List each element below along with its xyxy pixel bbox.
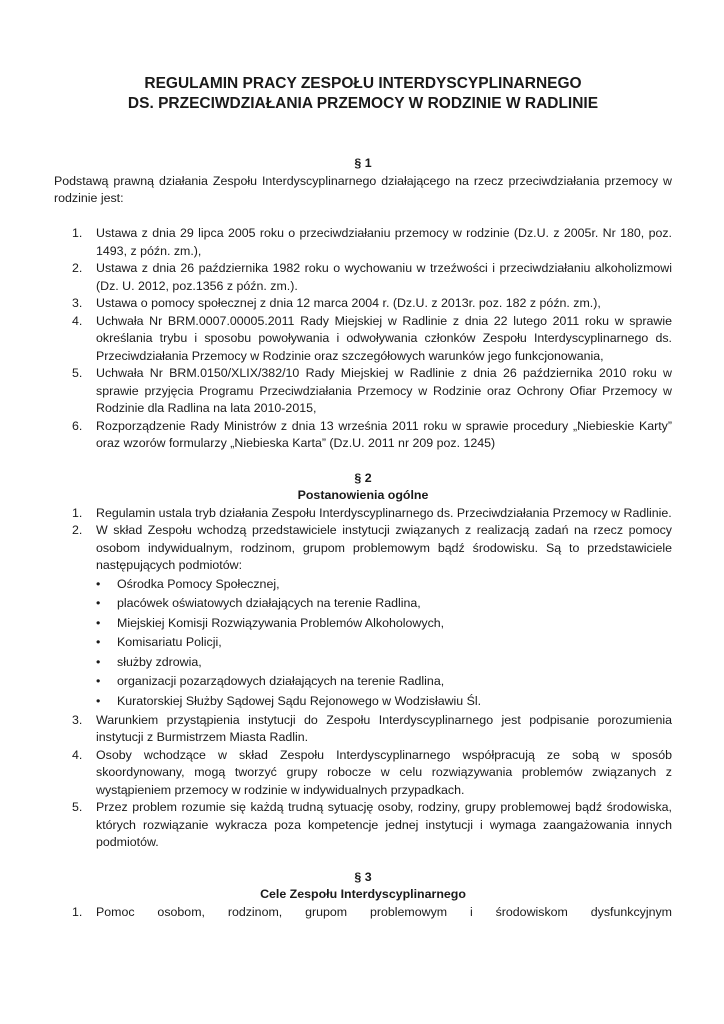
section-1-intro: Podstawą prawną działania Zespołu Interdyscyplinarnego działającego na rzecz przeciwdziałania przemocy w rodzinie jest:: [54, 173, 672, 205]
list-item: 2. W skład Zespołu wchodzą przedstawiciele instytucji związanych z realizacją zadań na rzecz pomocy osobom indywidualnym, rodzinom, grupom problemowym bądź środowisku. Są to przedstawiciele następujących podmiotów: • Ośrodka Pomocy Społecznej, • placówek oświatowych działających na terenie Radlina, • Miejskiej Komisji Rozwiązywania Problemów Alkoholowych, • Komisariatu Policji, • służby zdrowia, • organizacji pozarządowych działających na terenie Radlina, • Kuratorskiej Służby Sądowej Sądu Rejonowego w Wodzisławiu Śl.: [54, 522, 672, 712]
bullet-item: • Kuratorskiej Służby Sądowej Sądu Rejonowego w Wodzisławiu Śl.: [75, 692, 672, 712]
list-item: 3. Warunkiem przystąpienia instytucji do Zespołu Interdyscyplinarnego jest podpisanie porozumienia instytucji z Burmistrzem Miasta Radlin.: [72, 712, 672, 745]
document-page: [54, 74, 672, 921]
member-institutions-list: [75, 575, 672, 712]
bullet-icon: •: [96, 654, 101, 669]
list-item: 6. Rozporządzenie Rady Ministrów z dnia 13 września 2011 roku w sprawie procedury „Niebieskie Karty” oraz wzorów formularzy „Niebieska Karta” (Dz.U. 2011 nr 209 poz. 1245): [72, 418, 672, 450]
list-item: 1. Regulamin ustala tryb działania Zespołu Interdyscyplinarnego ds. Przeciwdziałania Przemocy w Radlinie.: [72, 505, 672, 520]
goals-list: [54, 904, 672, 922]
bullet-item: • organizacji pozarządowych działających na terenie Radlina,: [75, 672, 672, 692]
bullet-icon: •: [96, 694, 101, 709]
list-item: 1. Pomoc osobom, rodzinom, grupom problemowym i środowiskom dysfunkcyjnym: [72, 904, 672, 919]
list-item: 2. Ustawa z dnia 26 października 1982 roku o wychowaniu w trzeźwości i przeciwdziałaniu alkoholizmowi (Dz. U. 2012, poz.1356 z późn. zm.).: [72, 261, 672, 293]
section-3-mark: § 3: [354, 869, 372, 884]
legal-basis-list: [54, 225, 672, 453]
list-item: 4. Uchwała Nr BRM.0007.00005.2011 Rady Miejskiej w Radlinie z dnia 22 lutego 2011 roku w sprawie określania trybu i sposobu powoływania i odwoływania członków Zespołu Interdyscyplinarnego ds. Przeciwdziałania Przemocy w Rodzinie oraz szczegółowych warunków jego funkcjonowania,: [72, 313, 672, 363]
bullet-item: • Komisariatu Policji,: [75, 633, 672, 653]
list-item: 3. Ustawa o pomocy społecznej z dnia 12 marca 2004 r. (Dz.U. z 2013r. poz. 182 z późn. zm.),: [72, 296, 601, 310]
section-2-mark: § 2: [354, 470, 372, 485]
section-1-mark: § 1: [354, 156, 372, 170]
bullet-item: • Ośrodka Pomocy Społecznej,: [75, 575, 672, 595]
title-line-1: REGULAMIN PRACY ZESPOŁU INTERDYSCYPLINARNEGO: [144, 75, 582, 92]
section-3-heading: Cele Zespołu Interdyscyplinarnego: [260, 887, 466, 902]
bullet-icon: •: [96, 635, 101, 650]
bullet-icon: •: [96, 576, 101, 591]
section-2-heading: Postanowienia ogólne: [297, 488, 429, 502]
list-item: 1. Ustawa z dnia 29 lipca 2005 roku o przeciwdziałaniu przemocy w rodzinie (Dz.U. z 2005r. Nr 180, poz. 1493, z późn. zm.),: [72, 226, 672, 258]
bullet-icon: •: [96, 615, 101, 630]
bullet-icon: •: [96, 674, 101, 689]
bullet-item: • placówek oświatowych działających na terenie Radlina,: [75, 594, 672, 614]
title-line-2: DS. PRZECIWDZIAŁANIA PRZEMOCY W RODZINIE W RADLINIE: [127, 95, 599, 112]
document-title: [54, 74, 672, 114]
list-item: 4. Osoby wchodzące w skład Zespołu Interdyscyplinarnego współpracują ze sobą w sposób skoordynowany, mogą tworzyć grupy robocze w celu rozwiązywania problemów związanych z wystąpieniem przemocy w rodzinie w indywidualnych przypadkach.: [72, 747, 672, 797]
bullet-icon: •: [96, 596, 101, 611]
general-provisions-list: [54, 505, 672, 852]
bullet-item: • służby zdrowia,: [75, 653, 672, 673]
list-item: 5. Przez problem rozumie się każdą trudną sytuację osoby, rodziny, grupy problemowej bądź środowiska, których rozwiązanie wykracza poza kompetencje jednej instytucji i wymaga zaangażowania innych podmiotów.: [72, 800, 672, 850]
list-item: 5. Uchwała Nr BRM.0150/XLIX/382/10 Rady Miejskiej w Radlinie z dnia 26 października 2010 roku w sprawie przyjęcia Programu Przeciwdziałania Przemocy w Rodzinie oraz Ochrony Ofiar Przemocy w Rodzinie dla Radlina na lata 2010-2015,: [72, 366, 672, 415]
bullet-item: • Miejskiej Komisji Rozwiązywania Problemów Alkoholowych,: [75, 614, 672, 634]
